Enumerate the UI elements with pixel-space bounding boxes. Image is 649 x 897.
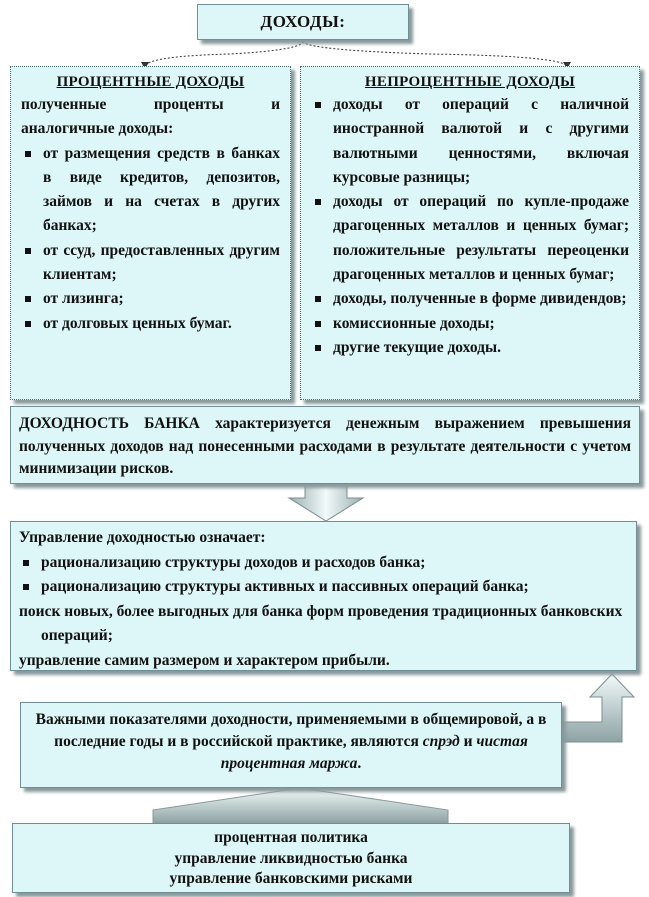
down-arrow xyxy=(289,484,363,521)
factor-line: управление ликвидностью банка xyxy=(174,849,408,867)
list-item: другие текущие доходы. xyxy=(311,336,629,360)
bent-up-arrow xyxy=(562,674,634,742)
interest-income-list xyxy=(21,142,280,336)
list-item: от размещения средств в банках в виде кредитов, депозитов, займов и на счетах в других банках; xyxy=(21,142,280,239)
profitability-management-box xyxy=(10,521,637,671)
up-arrow xyxy=(153,788,448,823)
management-line: управление самим размером и характером прибыли. xyxy=(19,651,390,669)
curve-arrow-right xyxy=(303,41,567,66)
interest-income-box xyxy=(10,66,291,400)
list-item: рационализацию структуры активных и пассивных операций банка; xyxy=(19,575,628,600)
factor-line: процентная политика xyxy=(214,829,368,846)
bank-profitability-box xyxy=(10,406,640,484)
management-heading: Управление доходностью означает: xyxy=(19,529,266,546)
list-item: от долговых ценных бумаг. xyxy=(21,312,280,336)
list-item: доходы от операций с наличной иностранной валютой и с другими валютными ценностями, включая курсовые разницы; xyxy=(311,93,629,190)
curve-arrow-left xyxy=(145,41,303,66)
management-line: поиск новых, более выгодных для банка форм проведения традиционных банковских операций; xyxy=(19,602,623,644)
factors-box xyxy=(12,823,570,893)
noninterest-income-heading: НЕПРОЦЕНТНЫЕ ДОХОДЫ xyxy=(364,74,576,90)
net-interest-margin-term: чистая процентная маржа xyxy=(220,733,528,772)
list-item: комиссионные доходы; xyxy=(311,312,629,336)
noninterest-income-box xyxy=(300,66,640,400)
interest-income-heading: ПРОЦЕНТНЫЕ ДОХОДЫ xyxy=(56,74,245,90)
spread-term: спрэд xyxy=(422,733,460,750)
indicators-and: и xyxy=(459,733,477,750)
indicators-text: Важными показателями доходности, применяемыми в общемировой, а в последние годы и в российской практике, являются xyxy=(35,711,547,750)
income-title: ДОХОДЫ: xyxy=(260,12,346,31)
indicators-box xyxy=(20,702,562,788)
list-item: доходы от операций по купле-продаже драгоценных металлов и ценных бумаг; положительные результаты переоценки драгоценных металлов и ценных бумаг; xyxy=(311,190,629,287)
list-item: рационализацию структуры доходов и расходов банка; xyxy=(19,551,628,576)
management-bullets xyxy=(19,551,628,600)
factor-line: управление банковскими рисками xyxy=(169,870,413,887)
noninterest-income-list xyxy=(311,93,629,360)
list-item: доходы, полученные в форме дивидендов; xyxy=(311,287,629,311)
list-item: от лизинга; xyxy=(21,287,280,311)
profitability-term: ДОХОДНОСТЬ БАНКА xyxy=(19,415,200,432)
list-item: от ссуд, предоставленных другим клиентам; xyxy=(21,239,280,288)
interest-income-intro: полученные проценты и аналогичные доходы: xyxy=(21,96,280,138)
income-title-box xyxy=(197,4,409,40)
indicators-end: . xyxy=(357,755,362,772)
profitability-text: характеризуется денежным выражением превышения полученных доходов над понесенными расходами в результате деятельности с учетом минимизации рисков. xyxy=(19,415,631,477)
